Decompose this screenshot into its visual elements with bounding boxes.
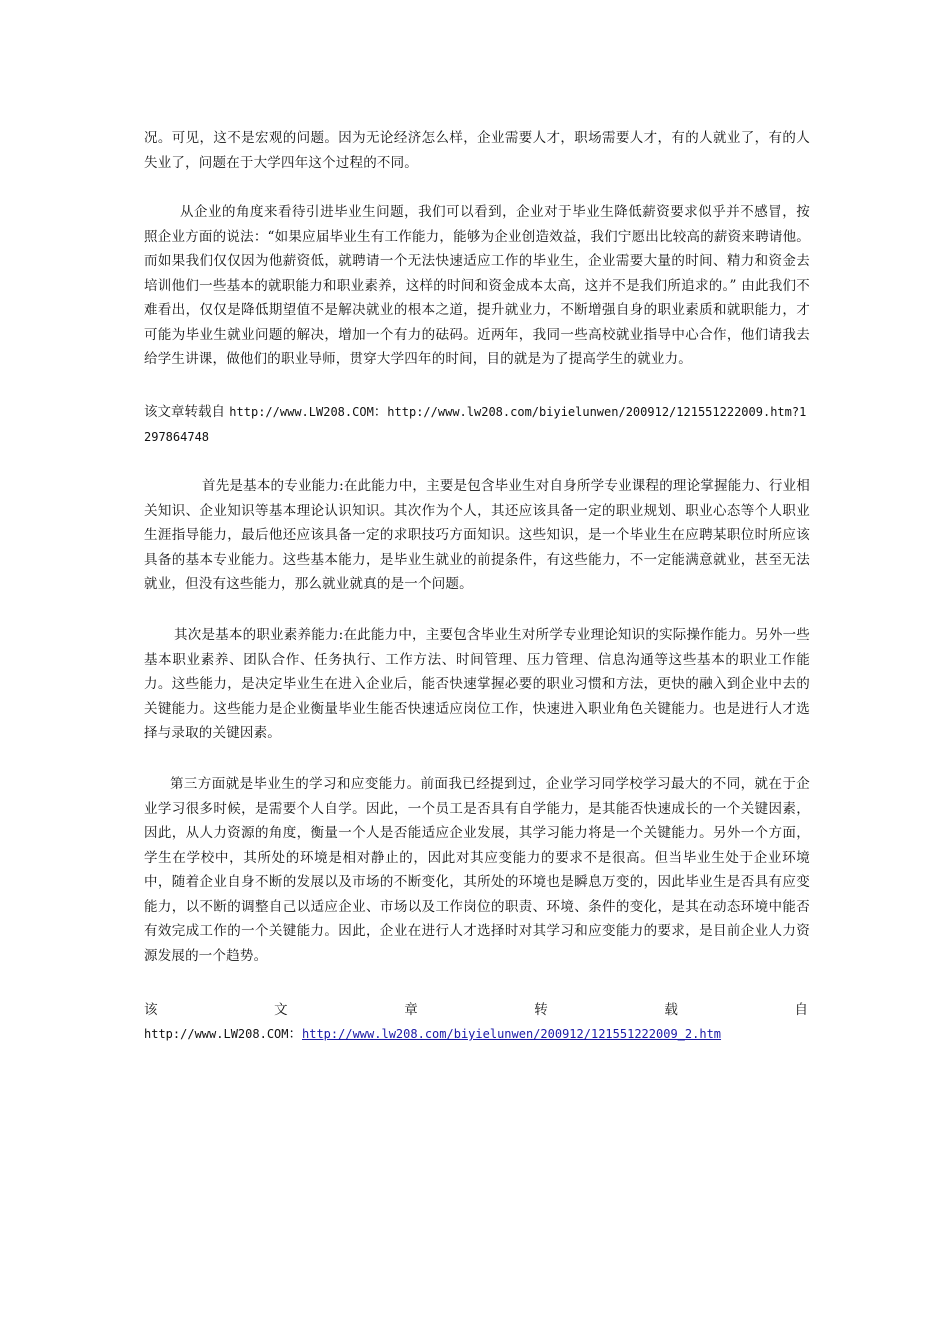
- source-note-1: [144, 400, 810, 449]
- paragraph-learning-ability: 第三方面就是毕业生的学习和应变能力。前面我已经提到过，企业学习同学校学习最大的不同，就在于企业学习很多时候，是需要个人自学。因此，一个员工是否具有自学能力，是其能否快速成长的一个关键因素，因此，从人力资源的角度，衡量一个人是否能适应企业发展，其学习能力将是一个关键能力。另外一个方面，学生在学校中，其所处的环境是相对静止的，因此对其应变能力的要求不是很高。但当毕业生处于企业环境中，随着企业自身不断的发展以及市场的不断变化，其所处的环境也是瞬息万变的，因此毕业生是否具有应变能力，以不断的调整自己以适应企业、市场以及工作岗位的职责、环境、条件的变化，是其在动态环境中能否有效完成工作的一个关键能力。因此，企业在进行人才选择时对其学习和应变能力的要求，是目前企业人力资源发展的一个趋势。: [144, 776, 810, 964]
- source-note-1-prefix: 该文章转载自: [144, 404, 230, 420]
- source-note-2-char: 章: [404, 1002, 418, 1018]
- source-note-2-char: 该: [144, 1002, 158, 1018]
- source-note-1-url: http://www.lw208.com/biyielunwen/200912/121551222009.htm?1297864748: [144, 405, 807, 444]
- source-note-2: [144, 1022, 810, 1047]
- paragraph-professional-quality: 其次是基本的职业素养能力:在此能力中，主要包含毕业生对所学专业理论知识的实际操作能力。另外一些基本职业素养、团队合作、任务执行、工作方法、时间管理、压力管理、信息沟通等这些基本的职业工作能力。这些能力，是决定毕业生在进入企业后，能否快速掌握必要的职业习惯和方法，更快的融入到企业中去的关键能力。这些能力是企业衡量毕业生能否快速适应岗位工作，快速进入职业角色关键能力。也是进行人才选择与录取的关键因素。: [144, 627, 810, 741]
- paragraph-continuation: 况。可见，这不是宏观的问题。因为无论经济怎么样，企业需要人才，职场需要人才，有的人就业了，有的人失业了，问题在于大学四年这个过程的不同。: [144, 130, 810, 171]
- source-note-2-char: 文: [274, 1002, 288, 1018]
- paragraph-professional-ability: 首先是基本的专业能力:在此能力中，主要是包含毕业生对自身所学专业课程的理论掌握能力、行业相关知识、企业知识等基本理论认识知识。其次作为个人，其还应该具备一定的职业规划、职业心态等个人职业生涯指导能力，最后他还应该具备一定的求职技巧方面知识。这些知识，是一个毕业生在应聘某职位时所应该具备的基本专业能力。这些基本能力，是毕业生就业的前提条件，有这些能力，不一定能满意就业，甚至无法就业，但没有这些能力，那么就业就真的是一个问题。: [144, 478, 810, 592]
- source-note-1-separator: ：: [373, 404, 388, 420]
- source-note-2-char: 自: [794, 1002, 808, 1018]
- source-note-2-link[interactable]: http://www.lw208.com/biyielunwen/200912/121551222009_2.htm: [302, 1027, 722, 1041]
- source-note-2-heading: [144, 998, 808, 1018]
- source-note-2-site: http://www.LW208.COM: [144, 1027, 289, 1041]
- source-note-2-separator: ：: [288, 1026, 302, 1042]
- source-note-2-char: 转: [534, 1002, 548, 1018]
- source-note-1-site: http://www.LW208.COM: [229, 405, 374, 419]
- source-note-2-char: 载: [664, 1002, 678, 1018]
- paragraph-enterprise-view: 从企业的角度来看待引进毕业生问题，我们可以看到，企业对于毕业生降低薪资要求似乎并不感冒，按照企业方面的说法：“如果应届毕业生有工作能力，能够为企业创造效益，我们宁愿出比较高的薪资来聘请他。而如果我们仅仅因为他薪资低，就聘请一个无法快速适应工作的毕业生，企业需要大量的时间、精力和资金去培训他们一些基本的就职能力和职业素养，这样的时间和资金成本太高，这并不是我们所追求的。” 由此我们不难看出，仅仅是降低期望值不是解决就业的根本之道，提升就业力，不断增强自身的职业素质和就职能力，才可能为毕业生就业问题的解决，增加一个有力的砝码。近两年，我同一些高校就业指导中心合作，他们请我去给学生讲课，做他们的职业导师，贯穿大学四年的时间，目的就是为了提高学生的就业力。: [144, 204, 810, 367]
